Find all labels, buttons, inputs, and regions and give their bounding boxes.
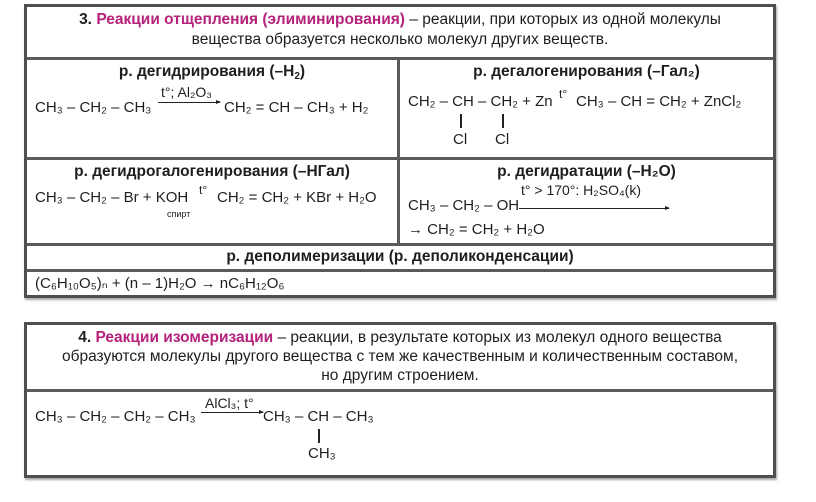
isomerization-reactant: CH₃ – CH₂ – CH₂ – CH₃	[35, 408, 196, 425]
dehydrohalogenation-solvent: спирт	[167, 209, 191, 219]
isomerization-product: CH₃ – CH – CH₃	[263, 408, 374, 425]
isomerization-reactions-table	[24, 322, 776, 478]
dehydrogenation-reactant: CH₃ – CH₂ – CH₃	[35, 99, 152, 116]
dehydrohalogenation-product: CH₂ = CH₂ + KBr + H₂O	[217, 189, 377, 206]
dehalogenation-cl-2: Cl	[495, 131, 510, 148]
elimination-reactions-table	[24, 4, 776, 298]
section-3-term: Реакции отщепления (элиминирования)	[96, 11, 405, 28]
dehalogenation-heading: р. дегалогенирования (–Гал₂)	[473, 63, 700, 80]
depolymerization-equation: (C₆H₁₀O₅)ₙ + (n – 1)H₂O → nC₆H₁₂O₆	[35, 275, 285, 292]
dehydrogenation-arrow	[158, 102, 220, 103]
dehalogenation-condition: t°	[559, 87, 568, 101]
dehydrohalogenation-reactant: CH₃ – CH₂ – Br + KOH	[35, 189, 189, 206]
section-3-title: 3. Реакции отщепления (элиминирования) – реакции, при которых из одной молекулы вещества образуется несколько молекул других веществ.	[79, 11, 721, 48]
isomerization-branch: CH₃	[308, 445, 336, 462]
dehydrogenation-condition: t°; Al₂O₃	[161, 84, 212, 100]
depolymerization-heading: р. деполимеризации (р. деполиконденсации)	[226, 248, 574, 265]
dehalogenation-reactant: CH₂ – CH – CH₂ + Zn	[408, 93, 553, 110]
dehydrogenation-heading: р. дегидрирования $(-H_2)$	[118, 63, 306, 82]
dehydration-reactant: CH₃ – CH₂ – OH	[408, 197, 520, 214]
dehalogenation-product: CH₃ – CH = CH₂ + ZnCl₂	[576, 93, 742, 110]
dehydrohalogenation-condition: t°	[199, 183, 208, 197]
dehydration-arrow	[519, 208, 669, 209]
isomerization-arrow	[201, 412, 263, 413]
section-4-title: 4. Реакции изомеризации – реакции, в результате которых из молекул одного вещества образуются молекулы другого вещества с тем же качественным и количественным составом, но другим строением.	[61, 329, 739, 384]
dehydration-heading: р. дегидратации (–H₂O)	[497, 163, 676, 180]
dehydrogenation-product: CH₂ = CH – CH₃ + H₂	[224, 99, 369, 116]
isomerization-condition: AlCl₃; t°	[205, 395, 254, 411]
section-4-term: Реакции изомеризации	[95, 329, 274, 346]
dehydrohalogenation-heading: р. дегидрогалогенирования (–НГал)	[74, 163, 350, 180]
dehalogenation-cl-1: Cl	[453, 131, 468, 148]
dehydration-condition: t° > 170°: H₂SO₄(k)	[521, 182, 641, 198]
dehydration-product: → CH₂ = CH₂ + H₂O	[408, 221, 545, 238]
